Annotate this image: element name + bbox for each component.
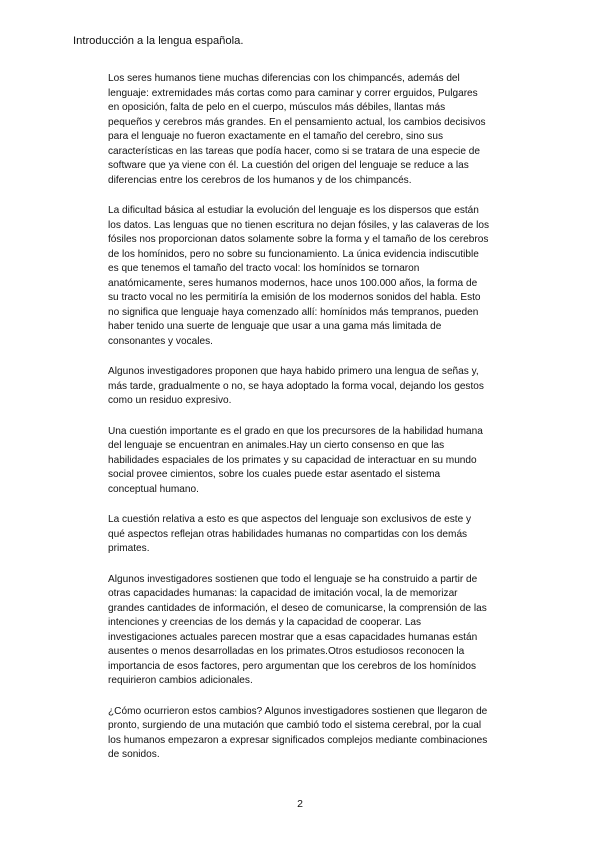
page-number: 2	[297, 798, 303, 810]
paragraph-fossil-evidence: La dificultad básica al estudiar la evolución del lenguaje es los dispersos que están los datos. Las lenguas que no tienen escritura no dejan fósiles, y las calaveras de los fósiles nos proporcionan datos solamente sobre la forma y el tamaño de los cerebros de los homínidos, pero no sobre su funcionamiento. La única evidencia indiscutible es que tenemos el tamaño del tracto vocal: los homínidos se tornaron anatómicamente, seres humanos modernos, hace unos 100.000 años, la forma de su tracto vocal no les permitiría la emisión de los modernos sonidos del habla. Esto no significa que lenguaje haya comenzado allí: homínidos más tempranos, pueden haber tenido una suerte de lenguaje que usar a una gama más limitada de consonantes y vocales.	[108, 205, 489, 347]
paragraph-differences: Los seres humanos tiene muchas diferencias con los chimpancés, además del lenguaje: extremidades más cortas como para caminar y correr erguidos, Pulgares en oposición, falta de pelo en el cuerpo, músculos más débiles, llantas más pequeños y cerebros más grandes. En el pensamiento actual, los cambios decisivos para el lenguaje no fueron exactamente en el tamaño del cerebro, sino sus características en las tareas que podía hacer, como si se tratara de una especie de software que ya viene con él. La cuestión del origen del lenguaje se reduce a las diferencias entre los cerebros de los humanos y de los chimpancés.	[108, 73, 486, 186]
document-body	[108, 72, 528, 779]
running-header: Introducción a la lengua española.	[73, 35, 244, 47]
paragraph-sign-language: Algunos investigadores proponen que haya habido primero una lengua de señas y, más tarde, gradualmente o no, se haya adoptado la forma vocal, dejando los gestos como un residuo expresivo.	[108, 366, 484, 406]
paragraph-precursors: Una cuestión importante es el grado en que los precursores de la habilidad humana del lenguaje se encuentran en animales.Hay un cierto consenso en que las habilidades espaciales de los primates y su capacidad de interactuar en su mundo social provee cimientos, sobre los cuales puede estar asentado el sistema conceptual humano.	[108, 425, 483, 495]
paragraph-changes: ¿Cómo ocurrieron estos cambios? Algunos investigadores sostienen que llegaron de pronto, surgiendo de una mutación que cambió todo el sistema cerebral, por la cual los humanos empezaron a expresar significados complejos mediante combinaciones de sonidos.	[108, 705, 488, 760]
paragraph-exclusive-aspects: La cuestión relativa a esto es que aspectos del lenguaje son exclusivos de este y qué aspectos reflejan otras habilidades humanas no compartidas con los demás primates.	[108, 514, 472, 554]
paragraph-human-capacities: Algunos investigadores sostienen que todo el lenguaje se ha construido a partir de otras capacidades humanas: la capacidad de imitación vocal, la de memorizar grandes cantidades de información, el deseo de comunicarse, la comprensión de las intenciones y creencias de los demás y la capacidad de cooperar. Las investigaciones actuales parecen mostrar que a esas capacidades humanas están ausentes o menos desarrolladas en los primates.Otros estudiosos reconocen la importancia de esos factores, pero argumentan que los cerebros de los homínidos requirieron cambios adicionales.	[108, 573, 487, 686]
